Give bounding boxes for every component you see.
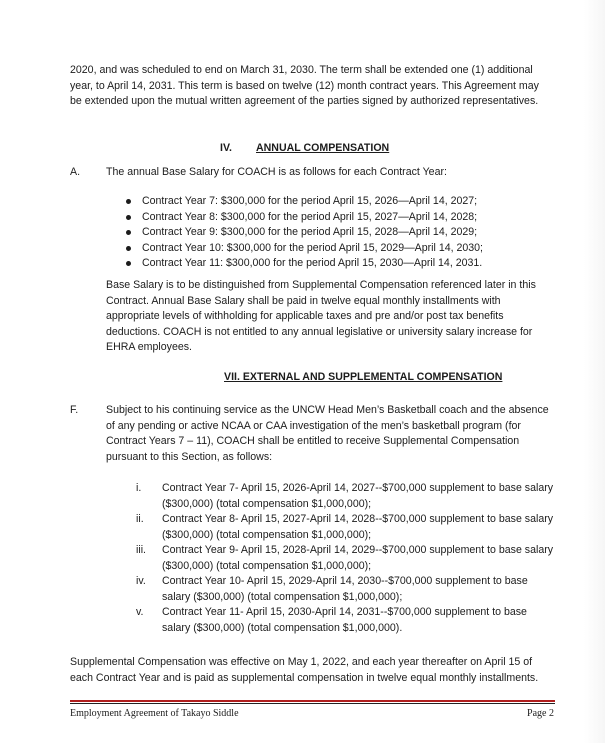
list-item: Contract Year 10: $300,000 for the period April 15, 2029—April 14, 2030;	[124, 241, 483, 257]
bullet-icon	[126, 246, 131, 251]
list-item: Contract Year 8: $300,000 for the period April 15, 2027—April 14, 2028;	[124, 210, 483, 226]
base-salary-list	[124, 194, 483, 272]
bullet-icon	[126, 230, 131, 235]
footer-rule-thin	[70, 703, 555, 704]
item-f-text: Subject to his continuing service as the UNCW Head Men’s Basketball coach and the absence of any pending or active NCAA or CAA investigation of the men’s basketball program (for Contract Years 7 – 11), COACH shall be entitled to receive Supplemental Compensation pursuant to this Section, as follows:	[106, 404, 549, 463]
list-item: Contract Year 9: $300,000 for the period April 15, 2028—April 14, 2029;	[124, 225, 483, 241]
section-iv-title: ANNUAL COMPENSATION	[256, 142, 390, 154]
bullet-icon	[126, 261, 131, 266]
list-item: ii. Contract Year 8- April 15, 2027-April 14, 2028--$700,000 supplement to base salary ($300,000) (total compensation $1,000,000);	[136, 513, 554, 541]
list-item: Contract Year 7: $300,000 for the period April 15, 2026—April 14, 2027;	[124, 194, 483, 210]
list-item: iii. Contract Year 9- April 15, 2028-April 14, 2029--$700,000 supplement to base salary ($300,000) (total compensation $1,000,000);	[136, 544, 554, 572]
supplemental-list	[136, 481, 556, 636]
section-vii-title: VII. EXTERNAL AND SUPPLEMENTAL COMPENSATION	[224, 371, 503, 383]
footer-title: Employment Agreement of Takayo Siddle	[70, 708, 239, 719]
base-salary-paragraph: Base Salary is to be distinguished from Supplemental Compensation referenced later in this Contract. Annual Base Salary shall be paid in twelve equal monthly installments with appropriate levels of withholding for applicable taxes and pre and/or post tax benefits deductions. COACH is not entitled to any annual legislative or university salary increase for EHRA employees.	[106, 279, 536, 353]
intro-paragraph: 2020, and was scheduled to end on March 31, 2030. The term shall be extended one (1) additional year, to April 14, 2031. This term is based on twelve (12) month contract years. This Agreement may be extended upon the mutual written agreement of the parties signed by authorized representatives.	[70, 64, 539, 107]
page-number: Page 2	[527, 708, 554, 719]
section-iv-number: IV.	[220, 142, 232, 154]
item-a-text: The annual Base Salary for COACH is as follows for each Contract Year:	[106, 166, 447, 178]
list-item: i. Contract Year 7- April 15, 2026-April 14, 2027--$700,000 supplement to base salary ($300,000) (total compensation $1,000,000);	[136, 482, 554, 510]
list-item: iv. Contract Year 10- April 15, 2029-April 14, 2030--$700,000 supplement to base salary ($300,000) (total compensation $1,000,000);	[136, 575, 528, 603]
bullet-icon	[126, 215, 131, 220]
list-item: Contract Year 11: $300,000 for the period April 15, 2030—April 14, 2031.	[124, 256, 483, 272]
bullet-icon	[126, 199, 131, 204]
list-item: v. Contract Year 11- April 15, 2030-April 14, 2031--$700,000 supplement to base salary ($300,000) (total compensation $1,000,000).	[136, 606, 527, 634]
item-a-letter: A.	[70, 166, 81, 178]
supplemental-paragraph: Supplemental Compensation was effective on May 1, 2022, and each year thereafter on April 15 of each Contract Year and is paid as supplemental compensation in twelve equal monthly installments.	[70, 656, 539, 684]
page-edge	[584, 0, 605, 743]
item-f-letter: F.	[70, 404, 79, 416]
footer-rule	[70, 700, 555, 702]
